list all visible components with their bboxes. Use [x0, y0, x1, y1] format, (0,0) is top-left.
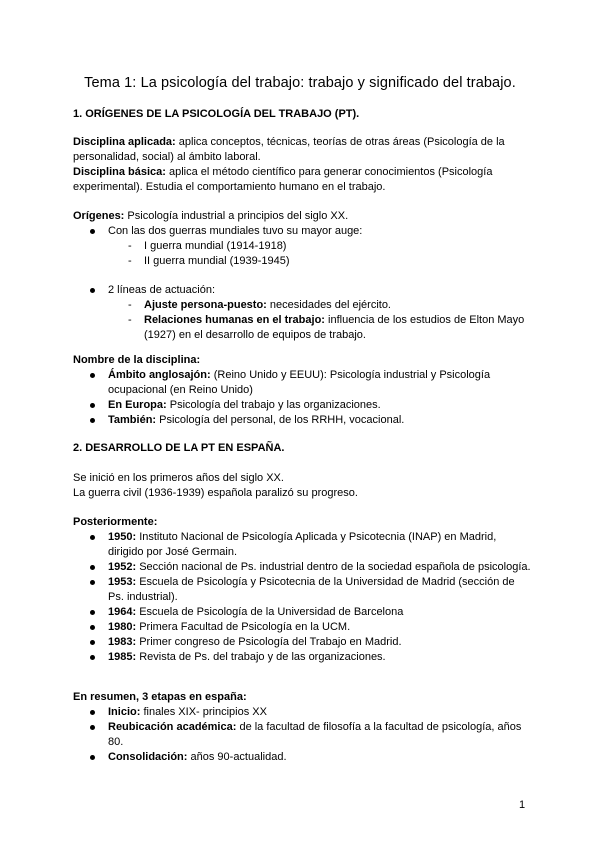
list-item — [73, 298, 533, 313]
list-item — [73, 413, 533, 428]
events-list — [73, 530, 533, 665]
nombre-text: Psicología del personal, de los RRHH, vocacional. — [156, 414, 405, 426]
event-text: Revista de Ps. del trabajo y de las organizaciones. — [136, 651, 386, 663]
linea-text: necesidades del ejército. — [266, 299, 391, 311]
event-year: 1952: — [108, 561, 137, 573]
document-title: Tema 1: La psicología del trabajo: trabajo y significado del trabajo. — [84, 75, 516, 91]
guerras-sublist — [73, 239, 533, 269]
event-text: Primer congreso de Psicología del Trabajo en Madrid. — [136, 636, 402, 648]
etapa-label: Reubicación académica: — [108, 721, 237, 733]
disciplina-basica-text: aplica el método científico para generar conocimientos (Psicología experimental). Estudia el comportamiento humano en el trabajo. — [73, 166, 493, 193]
lineas-sublist — [73, 298, 533, 343]
event-text: Escuela de Psicología de la Universidad de Barcelona — [136, 606, 404, 618]
event-year: 1953: — [108, 576, 137, 588]
etapa-label: Consolidación: — [108, 751, 188, 763]
event-year: 1983: — [108, 636, 137, 648]
list-item: - I guerra mundial (1914-1918) — [73, 239, 533, 254]
origenes-paragraph — [73, 209, 533, 224]
disciplina-aplicada-text: aplica conceptos, técnicas, teorías de otras áreas (Psicología de la personalidad, social) al ámbito laboral. — [73, 136, 505, 163]
resumen-heading: En resumen, 3 etapas en españa: — [73, 691, 247, 703]
list-item: - II guerra mundial (1939-1945) — [73, 254, 533, 269]
list-item — [73, 705, 533, 720]
etapas-list — [73, 705, 533, 765]
posteriormente-heading: Posteriormente: — [73, 516, 158, 528]
list-item: 2 líneas de actuación: — [73, 283, 533, 298]
intro-line-2: La guerra civil (1936-1939) española paralizó su progreso. — [73, 487, 358, 499]
nombre-label: Ámbito anglosajón: — [108, 369, 211, 381]
list-item — [73, 530, 533, 560]
list-item — [73, 605, 533, 620]
disciplina-aplicada-paragraph — [73, 135, 533, 165]
list-item — [73, 575, 533, 605]
etapa-text: finales XIX- principios XX — [140, 706, 267, 718]
list-item — [73, 650, 533, 665]
list-item — [73, 368, 533, 398]
linea-text: influencia de los estudios de Elton Mayo (1927) en el desarrollo de equipos de trabajo. — [144, 314, 525, 341]
lineas-list — [73, 283, 533, 298]
disciplina-basica-label: Disciplina básica: — [73, 166, 166, 178]
disciplina-basica-paragraph — [73, 165, 533, 195]
list-item — [73, 620, 533, 635]
event-year: 1950: — [108, 531, 137, 543]
list-item — [73, 560, 533, 575]
etapa-label: Inicio: — [108, 706, 141, 718]
event-year: 1985: — [108, 651, 137, 663]
linea-label: Relaciones humanas en el trabajo: — [144, 314, 325, 326]
nombre-text: Psicología del trabajo y las organizaciones. — [166, 399, 381, 411]
section-1-heading: 1. ORÍGENES DE LA PSICOLOGÍA DEL TRABAJO (PT). — [73, 108, 360, 120]
etapa-text: años 90-actualidad. — [187, 751, 287, 763]
etapa-text: de la facultad de filosofía a la facultad de psicología, años 80. — [108, 721, 522, 748]
event-text: Primera Facultad de Psicología en la UCM. — [136, 621, 351, 633]
list-item — [73, 720, 533, 750]
nombres-list — [73, 368, 533, 428]
guerras-list — [73, 224, 533, 239]
event-text: Instituto Nacional de Psicología Aplicada y Psicotecnia (INAP) en Madrid, dirigido por José Germain. — [108, 531, 497, 558]
origenes-label: Orígenes: — [73, 210, 125, 222]
intro-line-1: Se inició en los primeros años del siglo XX. — [73, 472, 284, 484]
event-year: 1980: — [108, 621, 137, 633]
list-item — [73, 313, 533, 343]
list-item — [73, 750, 533, 765]
page-number: 1 — [519, 799, 526, 811]
nombre-label: En Europa: — [108, 399, 167, 411]
section-2-heading: 2. DESARROLLO DE LA PT EN ESPAÑA. — [73, 442, 285, 454]
list-item — [73, 635, 533, 650]
nombre-disciplina-heading: Nombre de la disciplina: — [73, 354, 201, 366]
event-text: Sección nacional de Ps. industrial dentro de la sociedad española de psicología. — [136, 561, 531, 573]
nombre-text: (Reino Unido y EEUU): Psicología industrial y Psicología ocupacional (en Reino Unido) — [108, 369, 491, 396]
nombre-label: También: — [108, 414, 157, 426]
linea-label: Ajuste persona-puesto: — [144, 299, 267, 311]
disciplina-aplicada-label: Disciplina aplicada: — [73, 136, 176, 148]
event-year: 1964: — [108, 606, 137, 618]
list-item: Con las dos guerras mundiales tuvo su mayor auge: — [73, 224, 533, 239]
list-item — [73, 398, 533, 413]
origenes-text: Psicología industrial a principios del siglo XX. — [124, 210, 349, 222]
event-text: Escuela de Psicología y Psicotecnia de la Universidad de Madrid (sección de Ps. industrial). — [108, 576, 515, 603]
